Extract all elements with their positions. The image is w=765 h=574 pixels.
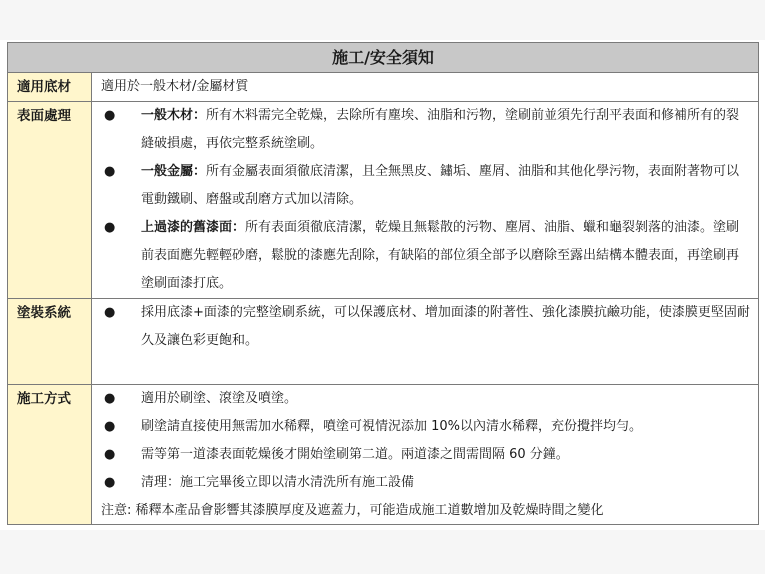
- surface-item-wood-text: 所有木料需完全乾燥，去除所有塵埃、油脂和污物，塗刷前並須先行刮平表面和修補所有的裂縫破損處，再依完整系統塗刷。: [141, 108, 740, 151]
- table-title: 施工/安全須知: [8, 43, 759, 73]
- substrate-row: [8, 73, 759, 102]
- surface-item-metal-text: 所有金屬表面須徹底清潔，且全無黑皮、鏽垢、塵屑、油脂和其他化學污物，表面附著物可以電動鐵刷、磨盤或刮磨方式加以清除。: [141, 164, 740, 207]
- method-item-2-text: 刷塗請直接使用無需加水稀釋，噴塗可視情況添加 10%以內清水稀釋，充份攪拌均勻。: [141, 419, 643, 434]
- method-content: [92, 385, 759, 525]
- surface-item-old-paint-text: 所有表面須徹底清潔，乾燥且無鬆散的污物、塵屑、油脂、蠟和龜裂剝落的油漆。塗刷前表面應先輕輕砂磨，鬆脫的漆應先刮除，有缺陷的部位須全部予以磨除至露出結構本體表面，再塗刷再塗刷面漆打底。: [141, 220, 740, 291]
- page-margin-bottom: [0, 530, 765, 574]
- bullet-icon: ●: [104, 447, 116, 462]
- method-item-3-text: 需等第一道漆表面乾燥後才開始塗刷第二道。兩道漆之間需間隔 60 分鐘。: [141, 447, 569, 462]
- system-item: [101, 299, 750, 355]
- surface-item-wood: [101, 102, 750, 158]
- method-item-4: [101, 469, 750, 497]
- method-row: [8, 385, 759, 525]
- method-item-2: [101, 413, 750, 441]
- surface-item-old-paint: [101, 214, 750, 298]
- system-content: [92, 299, 759, 385]
- system-item-text: 採用底漆+面漆的完整塗刷系統，可以保護底材、增加面漆的附著性、強化漆膜抗鹼功能，使漆膜更堅固耐久及讓色彩更飽和。: [141, 305, 750, 348]
- method-note: 注意: 稀釋本產品會影響其漆膜厚度及遮蓋力，可能造成施工道數增加及乾燥時間之變化: [101, 503, 604, 518]
- title-row: [8, 43, 759, 73]
- surface-row: [8, 102, 759, 299]
- surface-item-metal: [101, 158, 750, 214]
- bullet-icon: ●: [104, 391, 116, 406]
- method-item-1: [101, 385, 750, 413]
- surface-label: 表面處理: [8, 102, 92, 299]
- method-item-3: [101, 441, 750, 469]
- surface-content: [92, 102, 759, 299]
- substrate-label: 適用底材: [8, 73, 92, 102]
- bullet-icon: ●: [104, 108, 116, 123]
- system-label: 塗裝系統: [8, 299, 92, 385]
- bullet-icon: ●: [104, 475, 116, 490]
- method-item-1-text: 適用於刷塗、滾塗及噴塗。: [141, 391, 298, 406]
- system-row: [8, 299, 759, 385]
- surface-item-wood-heading: 一般木材：: [141, 108, 207, 123]
- method-item-4-text: 清理：施工完畢後立即以清水清洗所有施工設備: [141, 475, 415, 490]
- surface-item-old-paint-heading: 上過漆的舊漆面：: [141, 220, 246, 235]
- bullet-icon: ●: [104, 305, 116, 320]
- method-label: 施工方式: [8, 385, 92, 525]
- substrate-text: 適用於一般木材/金屬材質: [92, 73, 759, 102]
- bullet-icon: ●: [104, 164, 116, 179]
- surface-item-metal-heading: 一般金屬：: [141, 164, 207, 179]
- page-margin-top: [0, 0, 765, 40]
- bullet-icon: ●: [104, 419, 116, 434]
- safety-instructions-table: [7, 42, 759, 525]
- bullet-icon: ●: [104, 220, 116, 235]
